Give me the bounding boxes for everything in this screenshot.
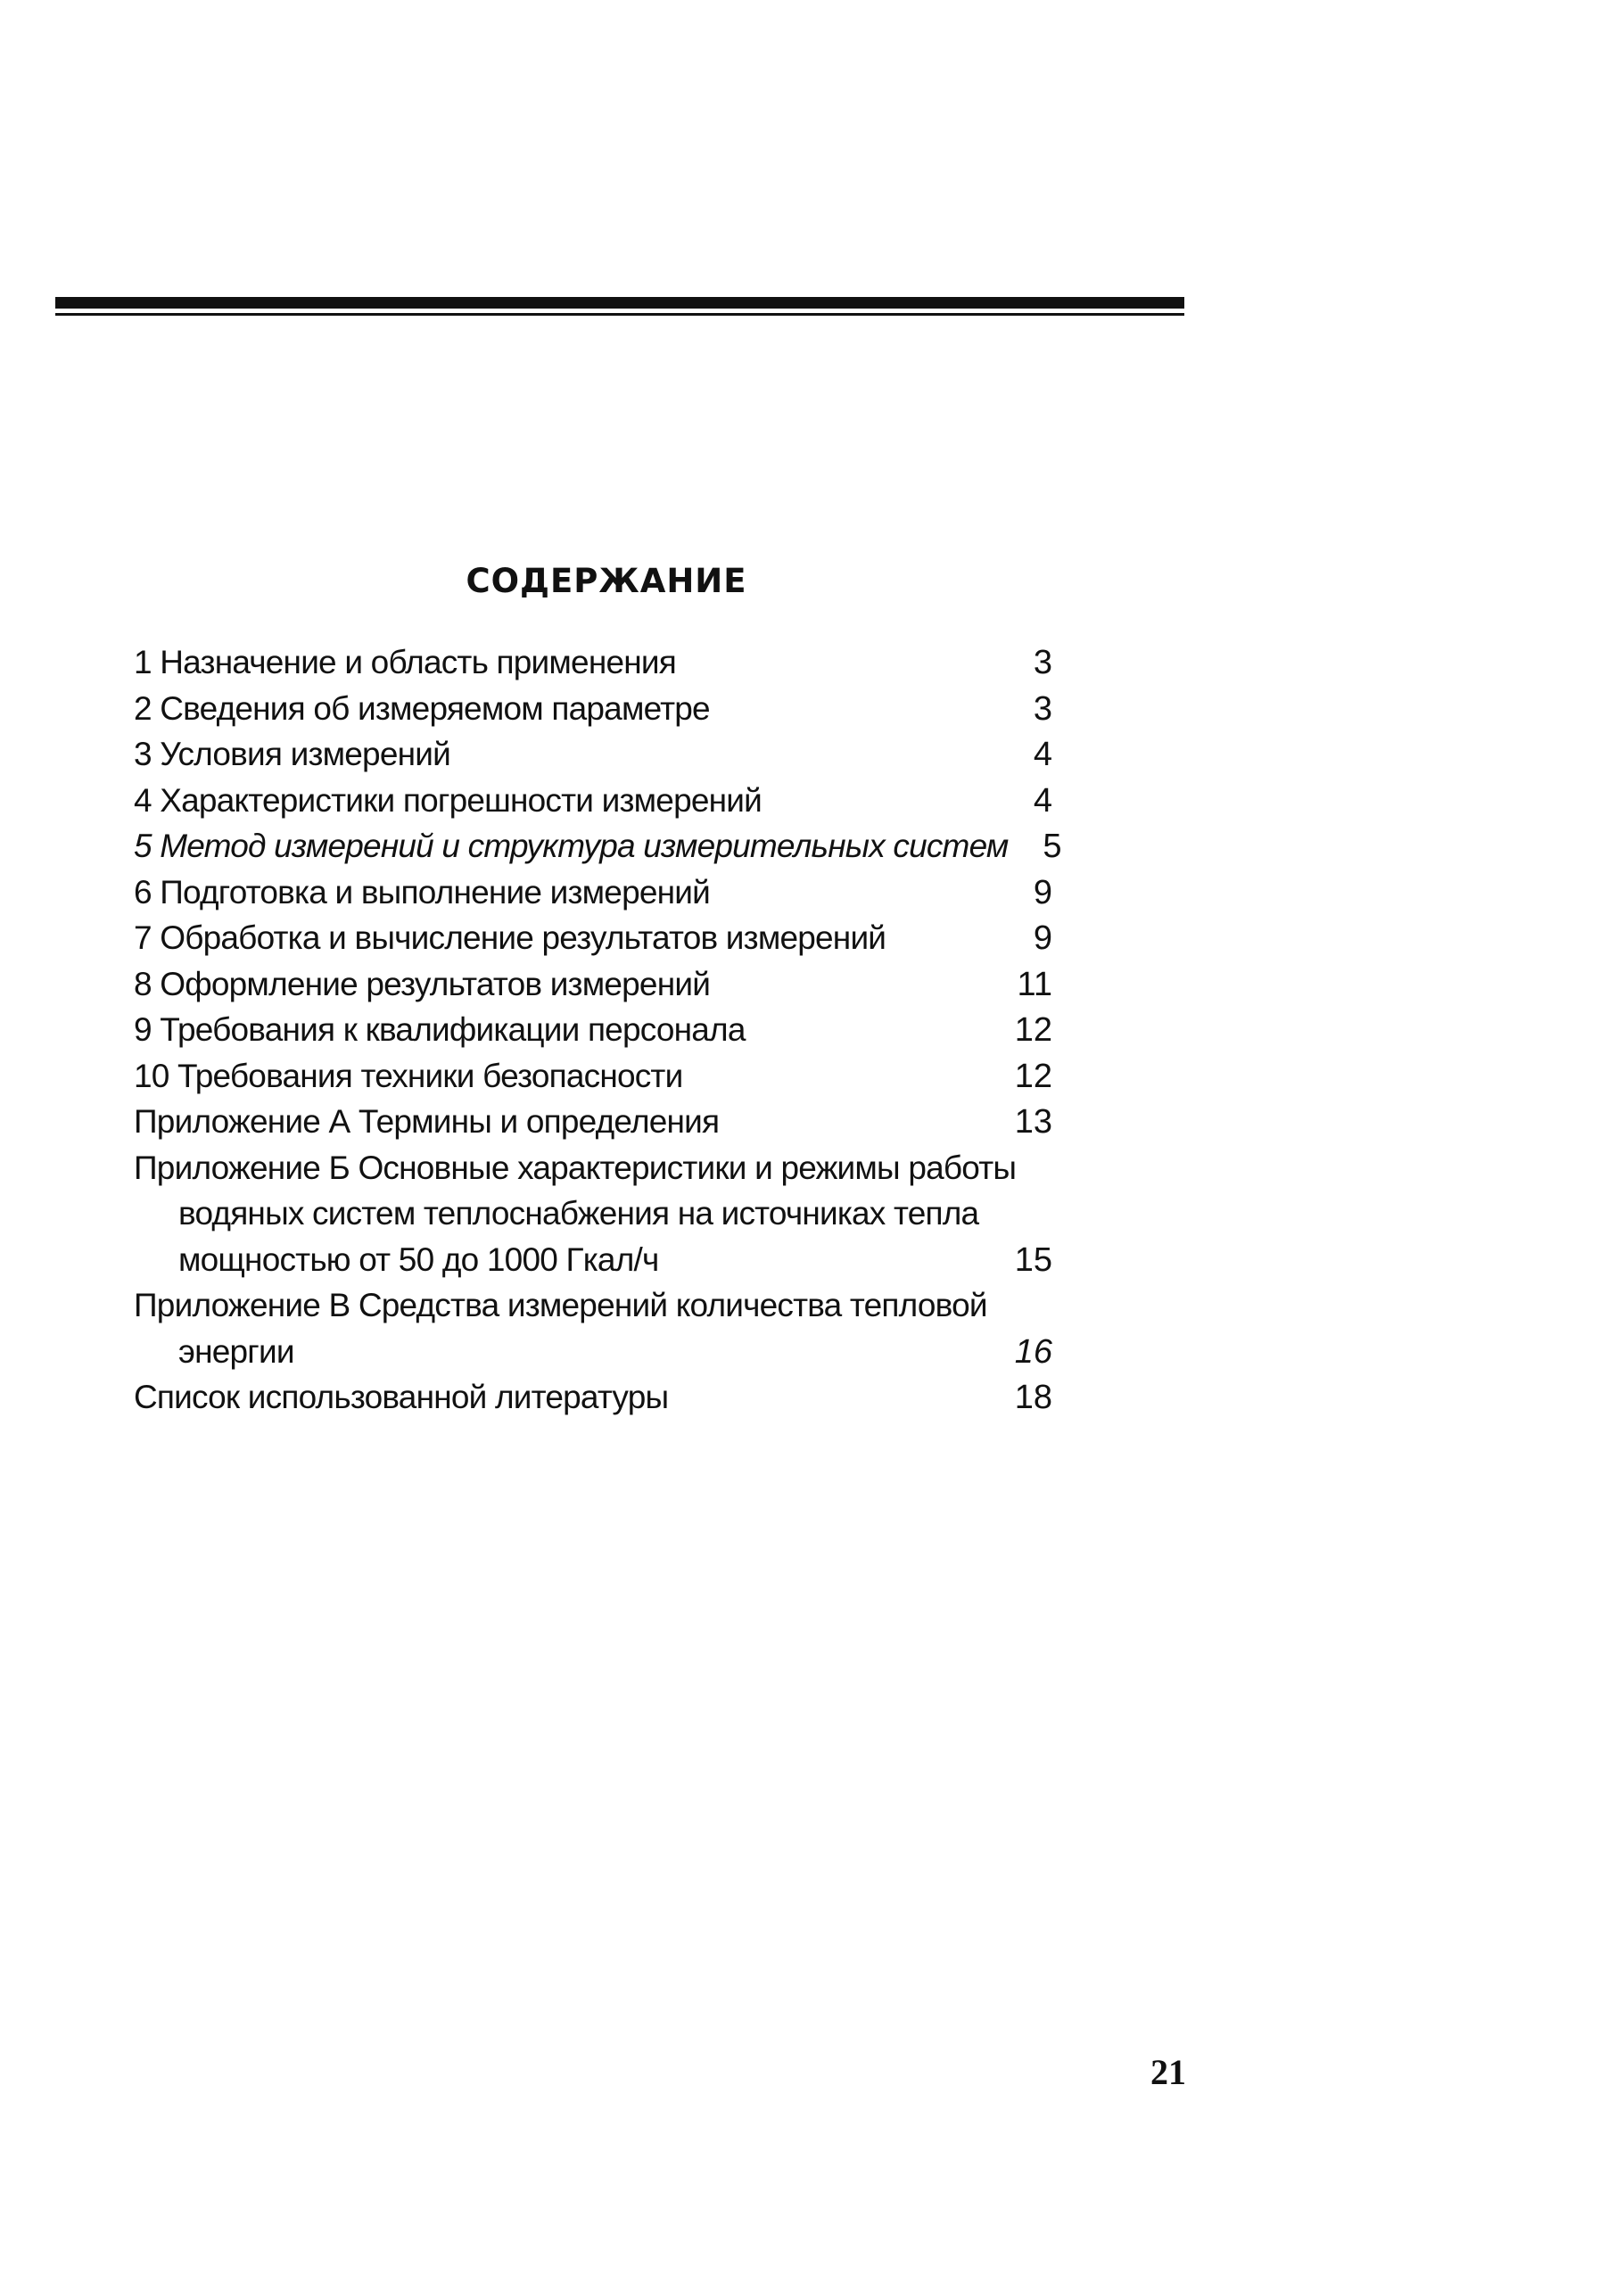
toc-entry-title: 4 Характеристики погрешности измерений <box>134 781 762 819</box>
toc-entry-page: 3 <box>1033 644 1052 681</box>
toc-entry-page: 3 <box>1033 689 1052 728</box>
toc-entry-title: Приложение В Средства измерений количества тепловой <box>134 1287 987 1323</box>
toc-entry-page: 12 <box>1014 1011 1052 1049</box>
header-rule-thin <box>55 313 1184 316</box>
toc-entry <box>134 690 1052 737</box>
toc-entry <box>134 1150 1052 1196</box>
toc-entry-title: мощностью от 50 до 1000 Гкал/ч <box>178 1240 659 1278</box>
toc-entry <box>134 1287 1052 1333</box>
toc-entry-page: 9 <box>1033 873 1052 911</box>
toc-entry-title: Приложение А Термины и определения <box>134 1103 720 1140</box>
toc-entry-page: 13 <box>1014 1103 1052 1141</box>
toc-entry <box>134 782 1052 828</box>
toc-entry-continuation <box>134 1333 1052 1380</box>
toc-entry <box>134 644 1052 690</box>
toc-entry-page: 4 <box>1033 781 1052 820</box>
toc-entry <box>134 736 1052 782</box>
toc-entry-title: Список использованной литературы <box>134 1379 669 1415</box>
toc-entry-page: 15 <box>1014 1240 1052 1279</box>
toc-entry-title: водяных систем теплоснабжения на источниках тепла <box>178 1195 979 1232</box>
toc-entry-title: энергии <box>178 1332 294 1370</box>
toc-entry <box>134 1379 1052 1425</box>
toc-entry-continuation <box>134 1195 1052 1241</box>
toc-entry <box>134 1103 1052 1150</box>
toc-entry-continuation <box>134 1241 1052 1288</box>
page-number: 21 <box>1150 2052 1186 2092</box>
toc-entry <box>134 828 1062 874</box>
toc-entry <box>134 1011 1052 1058</box>
toc-entry <box>134 1058 1052 1104</box>
toc-entry <box>134 919 1052 966</box>
toc-heading: СОДЕРЖАНИЕ <box>466 562 747 600</box>
toc-entry-page: 11 <box>1017 965 1052 1003</box>
toc-entry-title: 5 Метод измерений и структура измерительных систем <box>134 828 1009 864</box>
toc-entry-title: 10 Требования техники безопасности <box>134 1057 683 1094</box>
toc-entry-page: 4 <box>1033 736 1052 773</box>
toc-entry-page: 9 <box>1033 919 1052 957</box>
toc-entry-page: 18 <box>1014 1379 1052 1416</box>
toc-entry-title: 8 Оформление результатов измерений <box>134 965 711 1002</box>
toc-entry <box>134 966 1052 1012</box>
toc-entry-title: 9 Требования к квалификации персонала <box>134 1011 746 1048</box>
header-rule-thick <box>55 297 1184 309</box>
toc-entry-title: 1 Назначение и область применения <box>134 644 676 680</box>
toc-entry-page: 12 <box>1014 1057 1052 1095</box>
table-of-contents <box>134 644 1062 1425</box>
toc-entry <box>134 874 1052 920</box>
toc-entry-title: Приложение Б Основные характеристики и режимы работы <box>134 1149 1017 1186</box>
toc-entry-page: 16 <box>1014 1332 1052 1371</box>
toc-entry-title: 7 Обработка и вычисление результатов измерений <box>134 919 886 956</box>
toc-entry-page: 5 <box>1043 828 1062 865</box>
toc-entry-title: 2 Сведения об измеряемом параметре <box>134 689 710 727</box>
toc-entry-title: 6 Подготовка и выполнение измерений <box>134 873 711 911</box>
toc-entry-title: 3 Условия измерений <box>134 736 450 772</box>
